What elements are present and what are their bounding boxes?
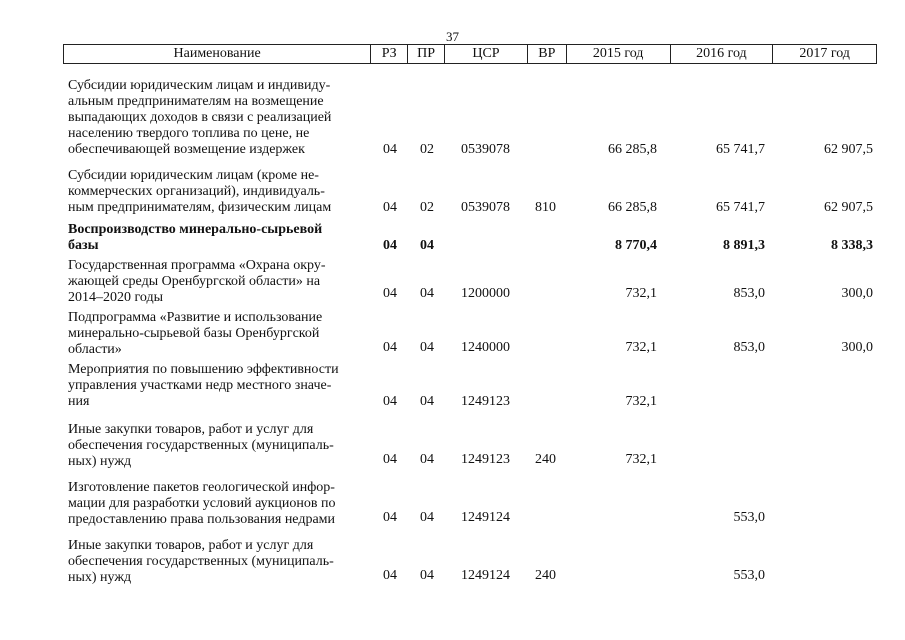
row-2015: 732,1 <box>625 286 657 301</box>
row-2015: 66 285,8 <box>608 142 657 157</box>
row-rz: 04 <box>383 568 397 583</box>
row-name: Субсидии юридическим лицам (кроме не- коммерческих организаций), индивидуаль- ным предпринимателям, физическим лицам <box>68 168 332 215</box>
row-2017: 62 907,5 <box>824 142 873 157</box>
header-2017: 2017 год <box>799 46 850 61</box>
row-2015: 66 285,8 <box>608 200 657 215</box>
row-rz: 04 <box>383 200 397 215</box>
row-name: Иные закупки товаров, работ и услуг для обеспечения государственных (муниципаль- ных) нужд <box>68 422 334 469</box>
row-csr: 1249124 <box>461 568 510 583</box>
header-rz: РЗ <box>371 45 408 63</box>
row-pr: 04 <box>420 394 434 409</box>
row-name: Субсидии юридическим лицам и индивиду- альным предпринимателям на возмещение выпадающих доходов в связи с реализацией населению твердого топлива по цене, не обеспечивающей возмещение издержек <box>68 78 332 157</box>
row-pr: 04 <box>420 340 434 355</box>
row-vr: 240 <box>535 452 556 467</box>
header-2016: 2016 год <box>671 45 774 63</box>
row-pr: 04 <box>420 286 434 301</box>
row-rz: 04 <box>383 238 397 253</box>
row-2016: 8 891,3 <box>723 238 765 253</box>
row-pr: 02 <box>420 200 434 215</box>
header-csr: ЦСР <box>445 45 528 63</box>
header-pr: ПР <box>408 45 445 63</box>
row-pr: 04 <box>420 452 434 467</box>
row-rz: 04 <box>383 286 397 301</box>
row-csr: 1249123 <box>461 452 510 467</box>
row-rz: 04 <box>383 142 397 157</box>
row-name: Изготовление пакетов геологической инфор- мации для разработки условий аукционов по предоставлению права пользования недрами <box>68 480 336 527</box>
row-2016: 553,0 <box>733 568 765 583</box>
row-2017: 300,0 <box>841 286 873 301</box>
row-2015: 8 770,4 <box>615 238 657 253</box>
row-2016: 853,0 <box>733 340 765 355</box>
header-name: Наименование <box>64 45 371 63</box>
row-pr: 02 <box>420 142 434 157</box>
row-2015: 732,1 <box>625 340 657 355</box>
header-2015: 2015 год <box>567 45 671 63</box>
row-2016: 553,0 <box>733 510 765 525</box>
row-2016: 65 741,7 <box>716 200 765 215</box>
page-number: 37 <box>446 29 459 44</box>
row-2017: 300,0 <box>841 340 873 355</box>
row-rz: 04 <box>383 394 397 409</box>
row-name: Воспроизводство минерально-сырьевой базы <box>68 222 323 253</box>
row-csr: 1249123 <box>461 394 510 409</box>
row-pr: 04 <box>420 510 434 525</box>
row-2017: 62 907,5 <box>824 200 873 215</box>
row-2015: 732,1 <box>625 394 657 409</box>
row-2016: 65 741,7 <box>716 142 765 157</box>
row-vr: 240 <box>535 568 556 583</box>
row-2016: 853,0 <box>733 286 765 301</box>
header-vr: ВР <box>528 45 567 63</box>
row-name: Мероприятия по повышению эффективности управления участками недр местного значе- ния <box>68 362 339 409</box>
row-2015: 732,1 <box>625 452 657 467</box>
row-csr: 0539078 <box>461 142 510 157</box>
row-name: Подпрограмма «Развитие и использование минерально-сырьевой базы Оренбургской области» <box>68 310 323 357</box>
row-vr: 810 <box>535 200 556 215</box>
row-name: Государственная программа «Охрана окру- жающей среды Оренбургской области» на 2014–2020 годы <box>68 258 326 305</box>
row-csr: 1249124 <box>461 510 510 525</box>
row-csr: 1200000 <box>461 286 510 301</box>
row-rz: 04 <box>383 510 397 525</box>
row-pr: 04 <box>420 238 434 253</box>
row-pr: 04 <box>420 568 434 583</box>
row-2017: 8 338,3 <box>831 238 873 253</box>
row-rz: 04 <box>383 452 397 467</box>
row-csr: 1240000 <box>461 340 510 355</box>
row-rz: 04 <box>383 340 397 355</box>
row-name: Иные закупки товаров, работ и услуг для обеспечения государственных (муниципаль- ных) нужд <box>68 538 334 585</box>
row-csr: 0539078 <box>461 200 510 215</box>
